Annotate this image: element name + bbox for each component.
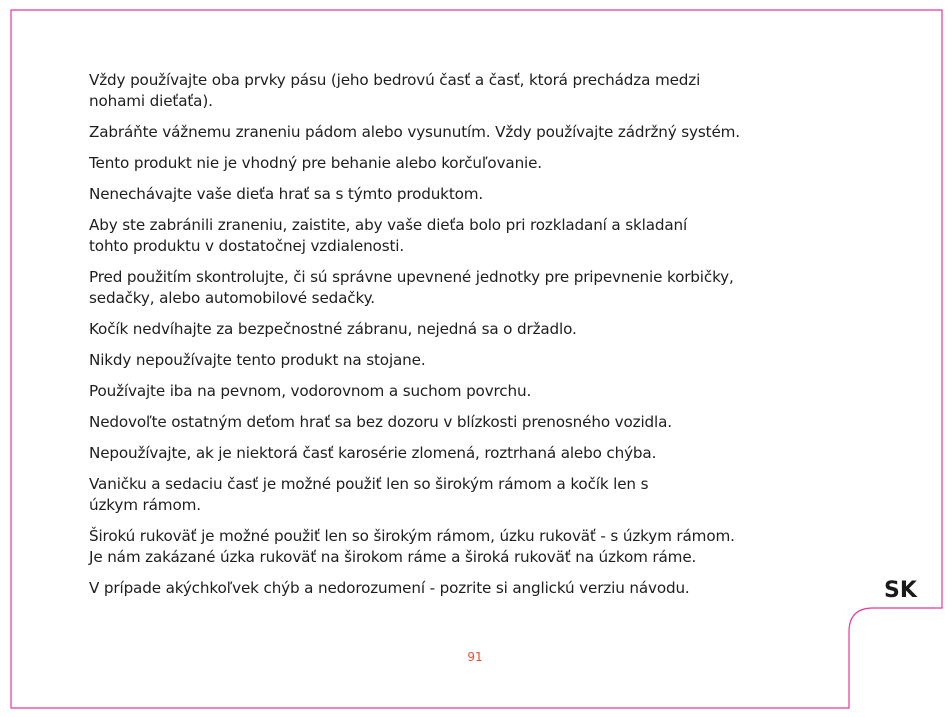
instruction-paragraph [89, 153, 789, 174]
paragraph-line: Zabráňte vážnemu zraneniu pádom alebo vysunutím. Vždy používajte zádržný systém. [89, 123, 740, 141]
paragraph-line: Tento produkt nie je vhodný pre behanie alebo korčuľovanie. [89, 154, 542, 172]
instruction-paragraph [89, 70, 789, 112]
paragraph-line: Nepoužívajte, ak je niektorá časť karosérie zlomená, roztrhaná alebo chýba. [89, 444, 657, 462]
instruction-paragraph [89, 215, 789, 257]
instruction-paragraph [89, 319, 789, 340]
instructions-text [89, 70, 789, 609]
paragraph-line: nohami dieťaťa). [89, 92, 213, 110]
paragraph-line: Aby ste zabránili zraneniu, zaistite, aby vaše dieťa bolo pri rozkladaní a skladaní [89, 216, 688, 234]
instruction-paragraph [89, 412, 789, 433]
paragraph-line: sedačky, alebo automobilové sedačky. [89, 289, 375, 307]
paragraph-line: V prípade akýchkoľvek chýb a nedorozumení - pozrite si anglickú verziu návodu. [89, 579, 690, 597]
instruction-paragraph [89, 267, 789, 309]
paragraph-line: Pred použitím skontrolujte, či sú správne upevnené jednotky pre pripevnenie korbičky, [89, 268, 734, 286]
paragraph-line: Je nám zakázané úzka rukoväť na širokom ráme a široká rukoväť na úzkom ráme. [89, 548, 697, 566]
page-number: 91 [467, 650, 483, 664]
paragraph-line: Vaničku a sedaciu časť je možné použiť len so širokým rámom a kočík len s [89, 475, 649, 493]
paragraph-line: Nenechávajte vaše dieťa hrať sa s týmto produktom. [89, 185, 484, 203]
instruction-paragraph [89, 350, 789, 371]
instruction-paragraph [89, 578, 789, 599]
paragraph-line: Používajte iba na pevnom, vodorovnom a suchom povrchu. [89, 382, 532, 400]
paragraph-line: Širokú rukoväť je možné použiť len so širokým rámom, úzku rukoväť - s úzkym rámom. [89, 527, 735, 545]
paragraph-line: Nikdy nepoužívajte tento produkt na stojane. [89, 351, 426, 369]
paragraph-line: Vždy používajte oba prvky pásu (jeho bedrovú časť a časť, ktorá prechádza medzi [89, 71, 701, 89]
paragraph-line: tohto produktu v dostatočnej vzdialenosti. [89, 237, 405, 255]
instruction-paragraph [89, 122, 789, 143]
instruction-paragraph [89, 381, 789, 402]
paragraph-line: Kočík nedvíhajte za bezpečnostné zábranu, nejedná sa o držadlo. [89, 320, 577, 338]
paragraph-line: Nedovoľte ostatným deťom hrať sa bez dozoru v blízkosti prenosného vozidla. [89, 413, 672, 431]
instruction-paragraph [89, 184, 789, 205]
instruction-paragraph [89, 443, 789, 464]
language-tab-label: SK [884, 578, 917, 603]
instruction-paragraph [89, 526, 789, 568]
instruction-paragraph [89, 474, 789, 516]
paragraph-line: úzkym rámom. [89, 496, 201, 514]
